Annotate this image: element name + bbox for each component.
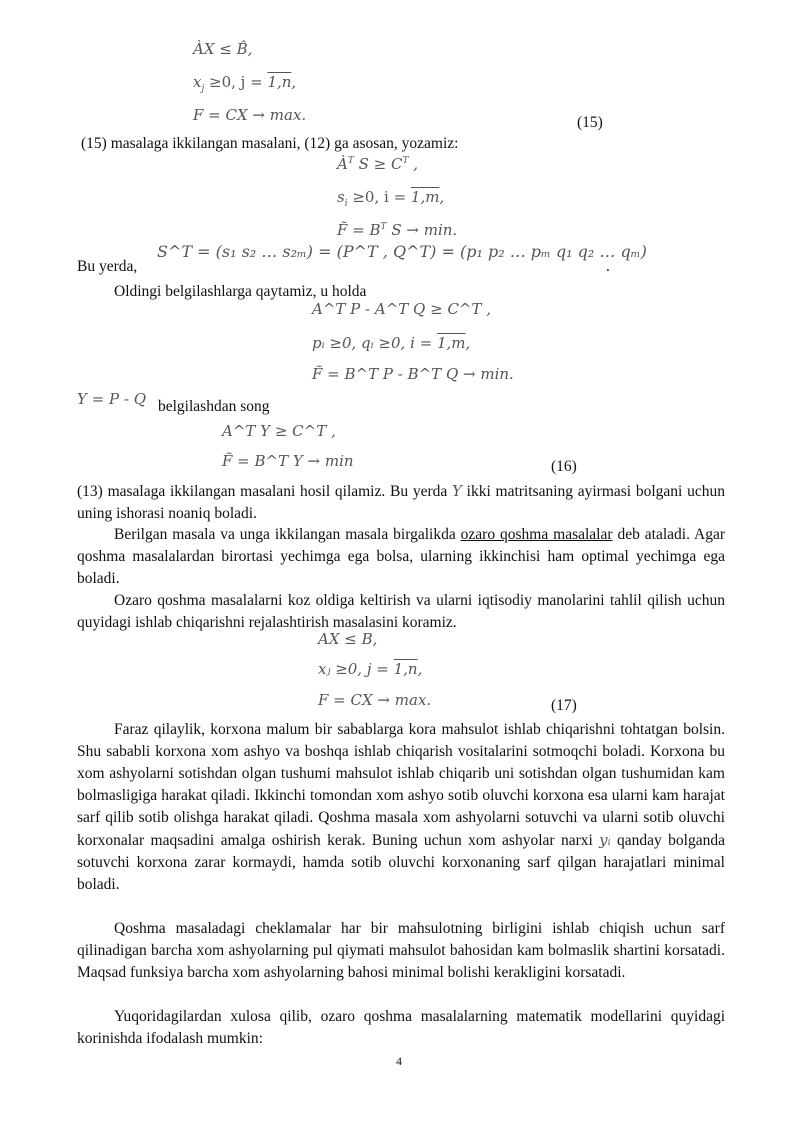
sys2-line2: pᵢ ≥0, qᵢ ≥0, i = 1,m, [312,334,471,352]
eq16-line1: A^T Y ≥ C^T , [222,422,336,440]
page-number: 4 [396,1054,402,1068]
eq15-number: (15) [577,114,603,131]
paragraph-7: Qoshma masaladagi cheklamalar har bir mahsulotning birligini ishlab chiqish uchun sarf qilinadigan barcha xom ashyolarning pul qiymati mahsulot bahosidan kam bolmaslik shartini korsatadi. Maqsad funksiya barcha xom ashyolarning bahosi minimal bolishi kerakligini korsatadi. [77,920,725,981]
sys2-line1: A^T P - A^T Q ≥ C^T , [312,300,492,318]
paragraph-5: Ozaro qoshma masalalarni koz oldiga keltirish va ularni iqtisodiy manolarini tahlil qilish uchun quyidagi ishlab chiqarishni rejalashtirish masalasini koramiz. [77,592,725,631]
eq17-line3: F = CX → max. [318,691,432,709]
eq17-line1: AX ≤ B, [318,630,378,648]
eq17-line2: xⱼ ≥0, j = 1,n, [318,660,423,678]
dual15-line1: $À^T$ $S \ge C^T$ , [337,155,419,173]
paragraph-2: Oldingi belgilashlarga qaytamiz, u holda [114,283,367,300]
y-equals: Y = P - Q [77,390,147,408]
eq15-line1: ÀX ≤ B̂, [193,40,253,58]
paragraph-1: (15) masalaga ikkilangan masalani, (12) ga asosan, yozamiz: [81,135,459,152]
buyerda-formula: S^T = (s₁ s₂ … s₂ₘ) = (P^T , Q^T) = (p₁ p₂ … pₘ q₁ q₂ … qₘ) [157,242,647,261]
buyerda-dot: . [606,258,610,275]
y-equals-text: belgilashdan song [158,398,270,415]
eq16-number: (16) [551,458,577,475]
term-conjugate-problems: ozaro qoshma masalalar [460,526,613,543]
dual15-line3: F̃ = $B^T$ S → min. [337,221,458,239]
eq16-line2: F̃ = B^T Y → min [222,452,354,470]
buyerda-label: Bu yerda, [77,258,138,275]
eq17-number: (17) [551,697,577,714]
eq15-line3: F = CX → max. [193,106,307,124]
dual15-line2: $s_i \ge 0$, i = 1,m, [337,188,445,209]
sys2-line3: F̃ = B^T P - B^T Q → min. [312,365,514,383]
eq15-line2: $x_j \ge 0$, j = 1,n, [193,73,297,94]
paragraph-6: Faraz qilaylik, korxona malum bir sabablarga kora mahsulot ishlab chiqarishni tohtatgan bolsin. Shu sababli korxona xom ashyo va boshqa ishlab chiqarish vositalarini sotmoqchi boladi. Korxona bu xom ashyolarni sotishdan olgan tushumi mahsulot ishlab chiqarib uni sotishdan olgan tushumidan kam bolmasligiga harakat qiladi. Ikkinchi tomondan xom ashyo sotib oluvchi korxona esa ularni kam harajat sarf qilib sotib olishga harakat qiladi. Qoshma masala xom ashyolarni sotuvchi va ularni sotib oluvchi korxonalar maqsadini amalga oshirish kerak. Buning uchun xom ashyolar narxi yᵢ qanday bolganda sotuvchi korxona zarar kormaydi, hamda sotib oluvchi korxonaning sarf qilgan harajatlari minimal boladi. [77,721,725,893]
paragraph-3: (13) masalaga ikkilangan masalani hosil qilamiz. Bu yerda Y ikki matritsaning ayirmasi bolgani uchun uning ishorasi noaniq boladi. [77,482,725,522]
paragraph-8: Yuqoridagilardan xulosa qilib, ozaro qoshma masalalarning matematik modellarini quyidagi korinishda ifodalash mumkin: [77,1008,725,1047]
paragraph-4: Berilgan masala va unga ikkilangan masala birgalikda ozaro qoshma masalalar deb ataladi. Agar qoshma masalalardan birortasi yechimga ega bolsa, ularning ikkinchisi ham optimal yechimga ega boladi. [77,526,725,587]
